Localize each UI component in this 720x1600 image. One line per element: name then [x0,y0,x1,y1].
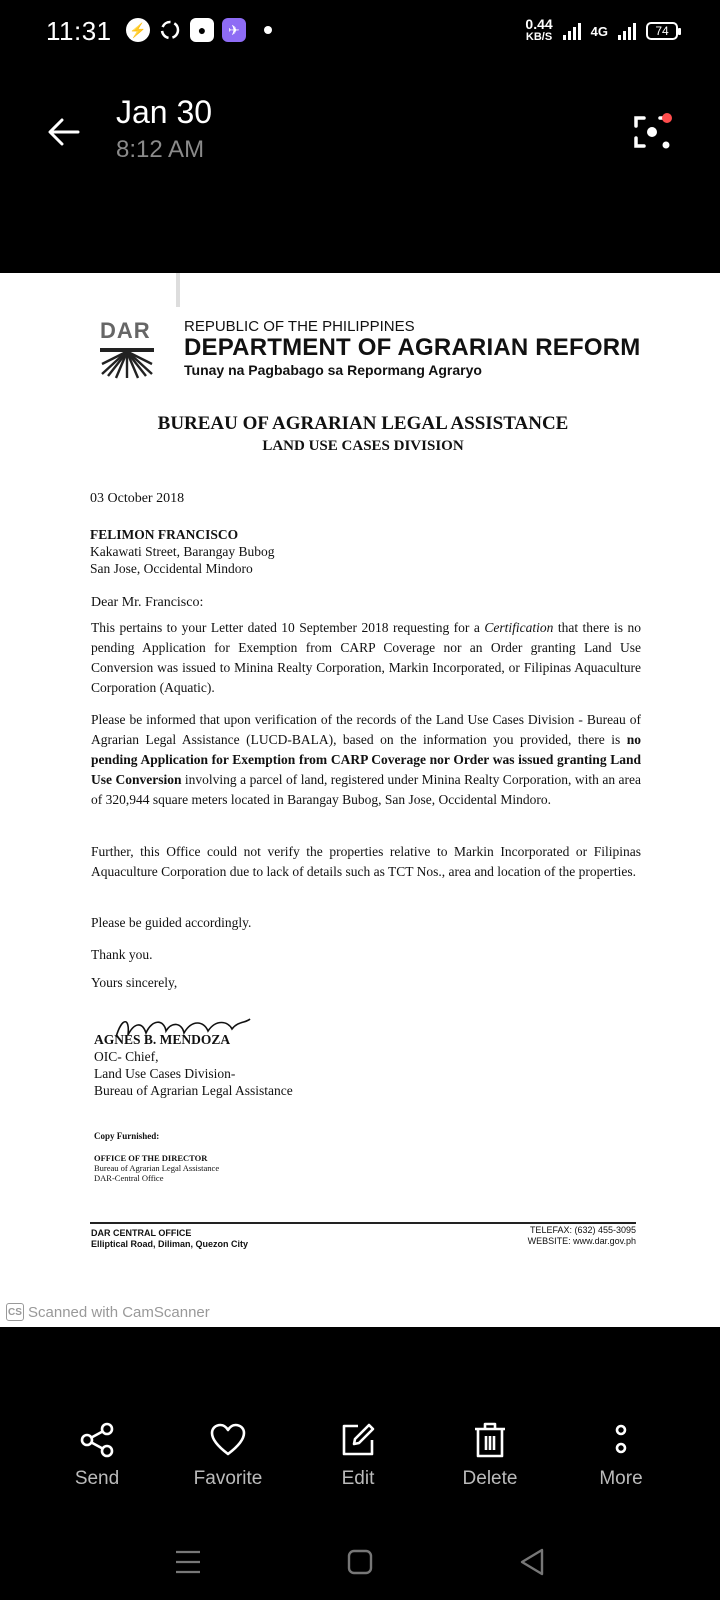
signal-icon [563,22,581,40]
network-type: 4G [590,23,608,39]
lens-button[interactable] [630,110,674,154]
paragraph-2-text-a: Please be informed that upon verification of the records of the Land Use Cases Division - Bureau of Agrarian Legal Assistance (LUCD-BALA), based on the information you provided, there is [91,712,641,747]
paragraph-5: Thank you. [91,947,153,962]
closing: Yours sincerely, [91,975,178,990]
svg-text:DAR: DAR [100,318,151,343]
footer-address [91,1228,248,1250]
status-right [525,18,678,44]
signer-title-3: Bureau of Agrarian Legal Assistance [94,1083,293,1098]
favorite-label: Favorite [193,1468,263,1489]
footer-contact [480,1225,636,1247]
paragraph-2 [91,710,641,810]
camscanner-logo-icon: CS [6,1303,24,1321]
more-notifications-dot [264,26,272,34]
status-time: 11:31 [46,16,112,46]
heart-icon [208,1420,248,1460]
network-speed [525,18,552,44]
paragraph-1 [91,618,641,698]
recipient-address-line-1: Kakawati Street, Barangay Bubog [90,544,275,559]
share-icon [77,1420,117,1460]
paragraph-1-emphasis: Certification [484,620,554,635]
signer-title-2: Land Use Cases Division- [94,1066,236,1081]
letter-date: 03 October 2018 [90,491,185,506]
republic-heading: REPUBLIC OF THE PHILIPPINES [184,318,415,335]
footer-divider [90,1222,636,1224]
more-dots-icon [601,1420,641,1460]
system-navigation-bar [0,1530,720,1600]
salutation: Dear Mr. Francisco: [91,595,204,610]
battery-icon: 74 [646,22,678,40]
footer-website: WEBSITE: www.dar.gov.ph [527,1236,636,1246]
copy-furnished-list [94,1153,219,1183]
bottom-toolbar [0,1420,720,1530]
delete-label: Delete [462,1468,518,1489]
scan-artifact [176,273,180,307]
home-button[interactable] [340,1542,380,1582]
messenger-icon: ⚡ [126,18,150,42]
square-icon [340,1542,380,1582]
cc-central-office: DAR-Central Office [94,1173,164,1183]
paragraph-1-text-a: This pertains to your Letter dated 10 September 2018 requesting for a [91,620,485,635]
division-heading: LAND USE CASES DIVISION [262,438,464,454]
cc-office: OFFICE OF THE DIRECTOR [94,1153,208,1163]
dar-logo-icon [100,318,154,380]
notification-icons [126,18,272,42]
cc-bureau: Bureau of Agrarian Legal Assistance [94,1163,220,1173]
edit-button[interactable] [298,1420,418,1490]
paragraph-2-text-b: involving a parcel of land, registered under Minina Realty Corporation, with an area of 320,944 square meters located in Barangay Bubog, San Jose, Occidental Mindoro. [91,772,642,807]
back-arrow-icon [44,112,84,152]
footer-office: DAR CENTRAL OFFICE [91,1228,192,1238]
lens-icon [630,110,674,154]
paragraph-1-text-b: that there is no pending Application for Exemption from CARP Coverage nor an Order granting Land Use Conversion was issued to Minina Realty Corporation, Markin Incorporated, or Filipinas Aquaculture Corporation (Aquatic). [91,620,641,695]
send-button[interactable] [37,1420,157,1490]
edit-icon [338,1420,378,1460]
paragraph-4: Please be guided accordingly. [91,915,252,930]
more-button[interactable] [561,1420,681,1490]
back-nav-button[interactable] [512,1542,552,1582]
bureau-heading: BUREAU OF AGRARIAN LEGAL ASSISTANCE [157,413,569,434]
footer-telefax: TELEFAX: (632) 455-3095 [529,1225,636,1235]
recents-button[interactable] [168,1542,208,1582]
viewer-header [0,72,720,272]
photo-date: Jan 30 [116,94,213,130]
more-label: More [599,1468,643,1489]
footer-street: Elliptical Road, Diliman, Quezon City [91,1239,249,1249]
camscanner-text: Scanned with CamScanner [28,1303,210,1321]
signer-name: AGNES B. MENDOZA [94,1032,231,1047]
copy-furnished-label: Copy Furnished: [94,1131,160,1141]
document-image[interactable] [0,273,720,1327]
department-heading: DEPARTMENT OF AGRARIAN REFORM [184,334,641,361]
signal-2-icon [618,22,636,40]
recipient-name: FELIMON FRANCISCO [90,527,239,542]
triangle-back-icon [512,1542,552,1582]
back-button[interactable] [44,112,84,152]
trash-icon [470,1420,510,1460]
network-speed-unit: KB/S [525,31,553,43]
paragraph-3: Further, this Office could not verify the properties relative to Markin Incorporated or Filipinas Aquaculture Corporation due to lack of details such as TCT Nos., area and location of the properties. [91,844,641,879]
recipient-address-line-2: San Jose, Occidental Mindoro [90,561,253,576]
network-speed-value: 0.44 [525,16,553,32]
signer-title-1: OIC- Chief, [94,1049,159,1064]
hotspot-icon: ✈ [222,18,246,42]
department-motto: Tunay na Pagbabago sa Repormang Agraryo [184,362,482,378]
delete-button[interactable] [430,1420,550,1490]
camscanner-watermark [6,1303,210,1321]
paragraph-2-bold: no pending Application for Exemption from CARP Coverage nor Order was issued granting Land Use Conversion [91,732,641,787]
recipient-address [90,526,274,577]
menu-lines-icon [168,1542,208,1582]
signer-block [94,1031,293,1099]
app-notification-icon: ● [190,18,214,42]
status-bar [0,0,720,64]
send-label: Send [74,1468,120,1489]
favorite-button[interactable] [168,1420,288,1490]
sync-icon [158,18,182,42]
edit-label: Edit [341,1468,375,1489]
photo-time: 8:12 AM [116,136,205,163]
